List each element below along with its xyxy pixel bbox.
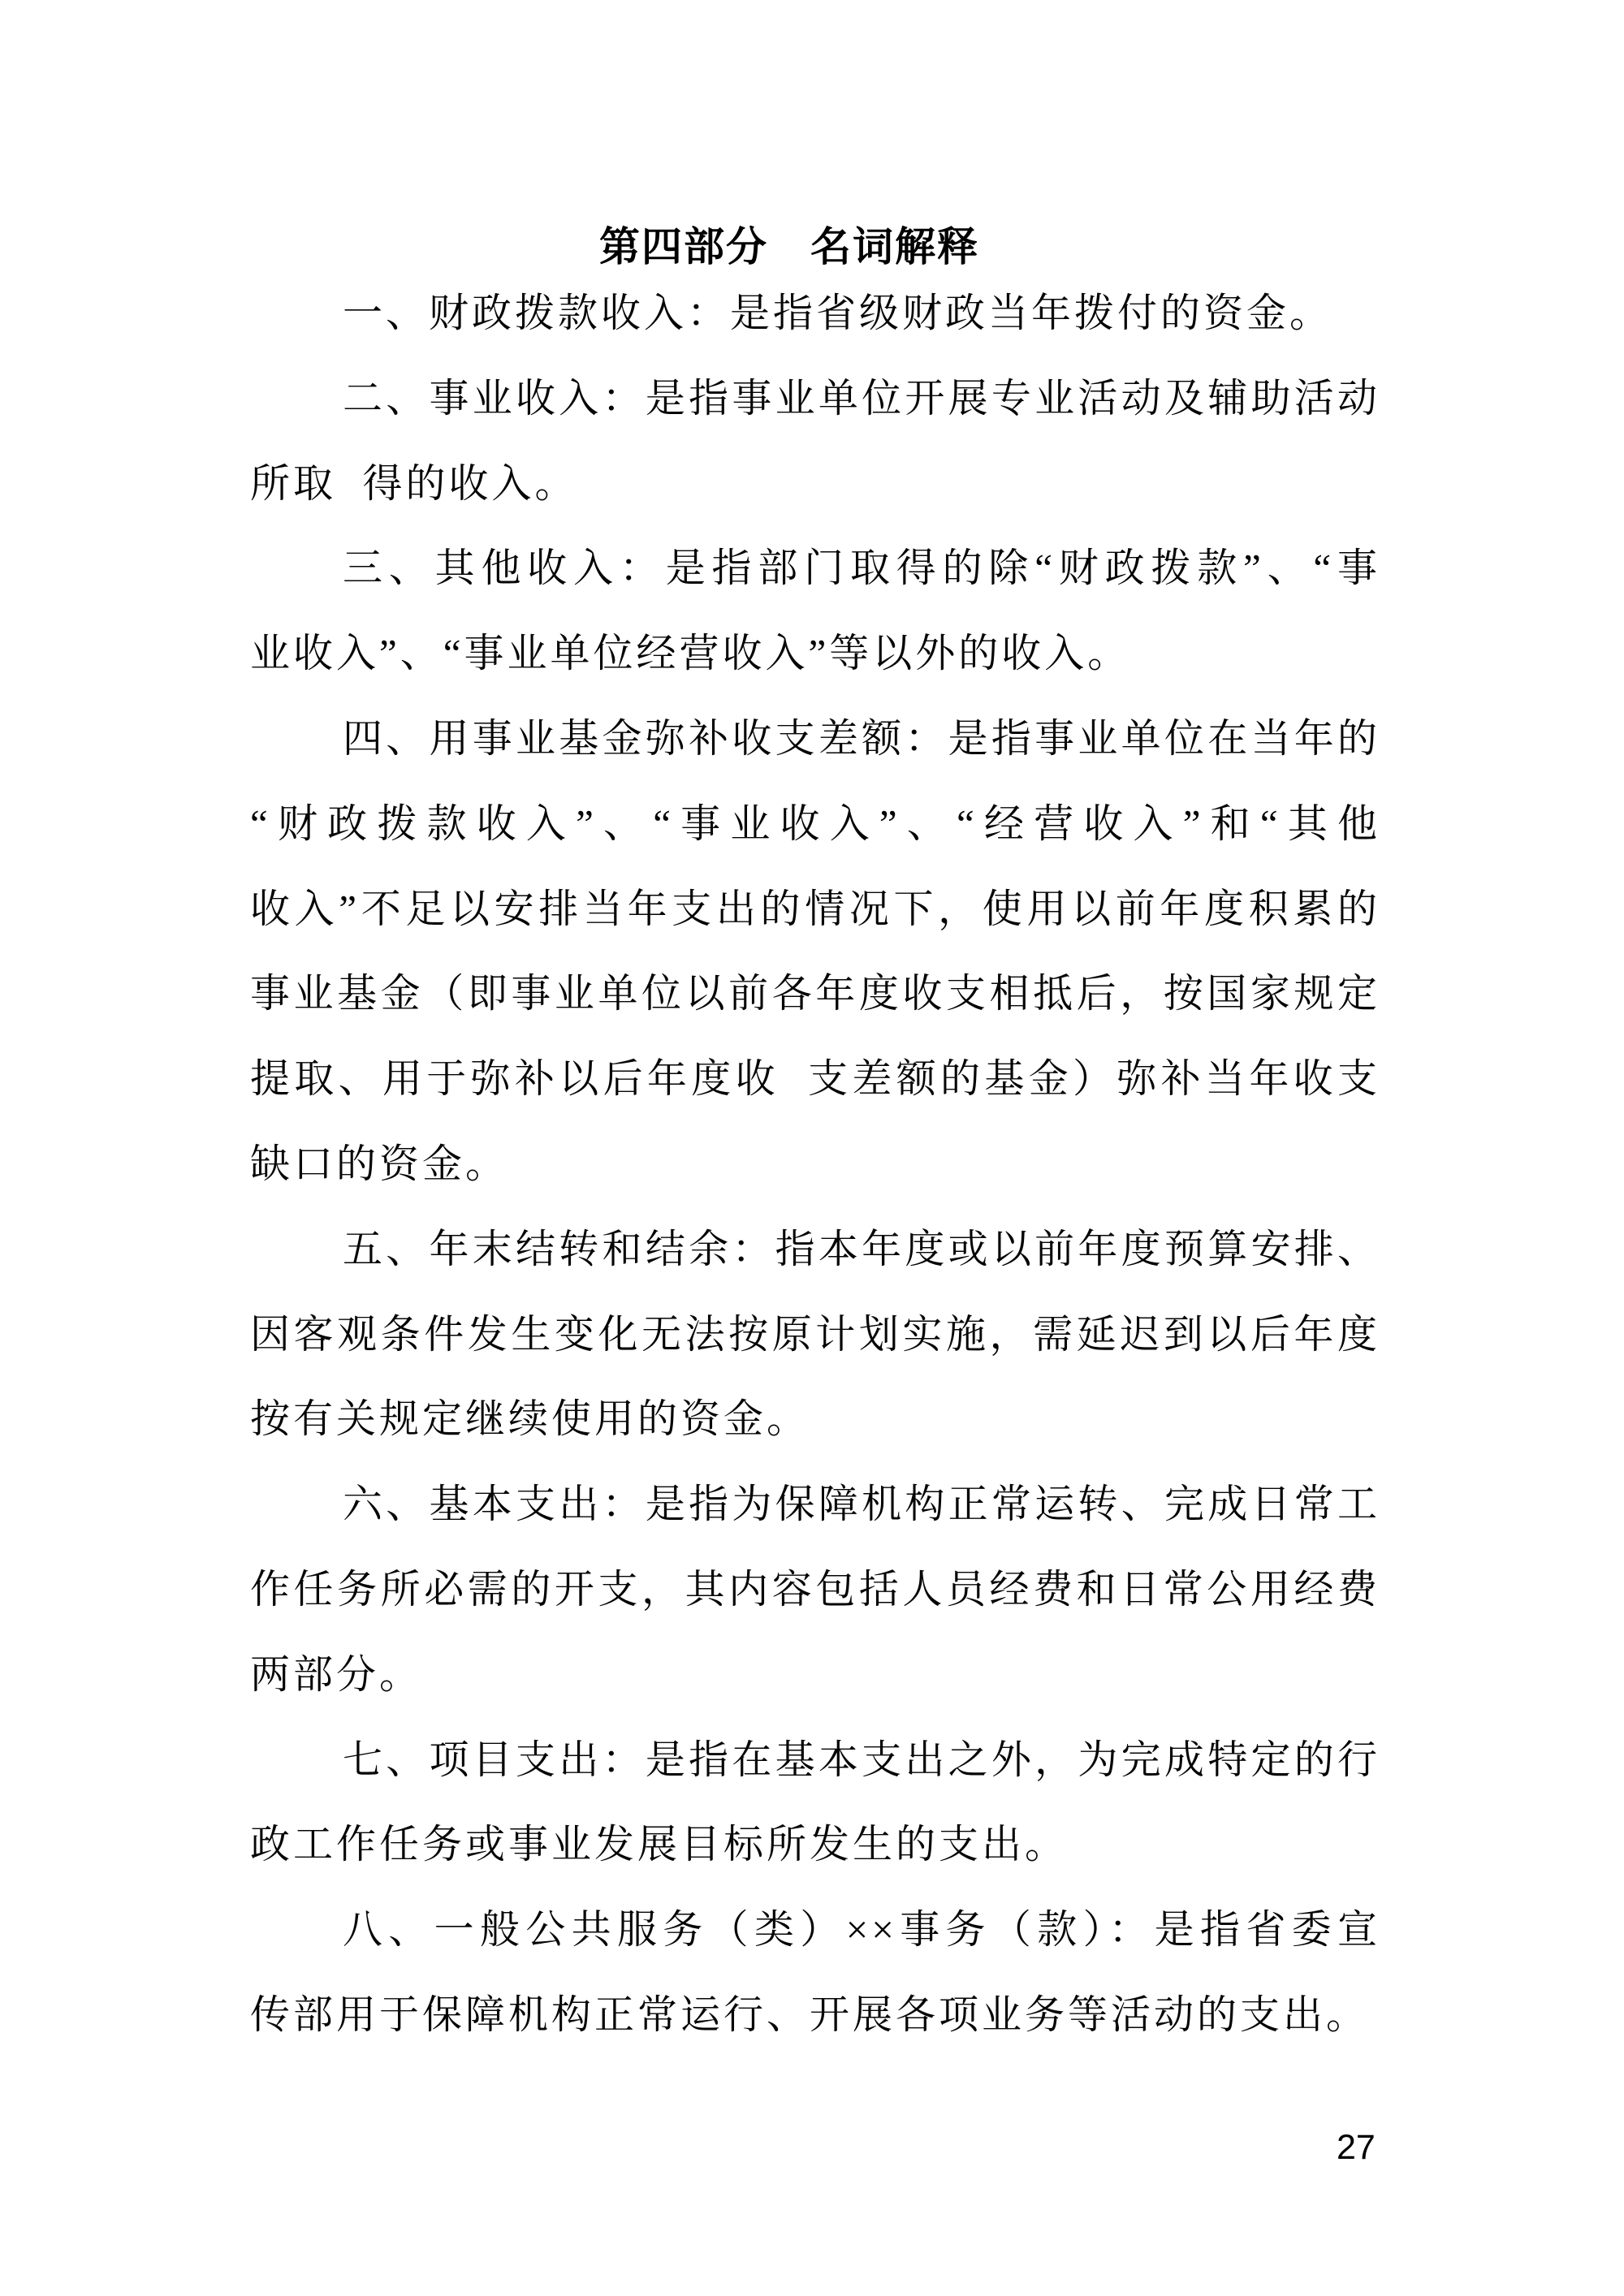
text-line: 三、其他收入：是指部门取得的除“财政拨款”、“事 (343, 546, 1380, 591)
text-line: 两部分。 (250, 1651, 423, 1697)
text-line: 一、财政拨款收入：是指省级财政当年拨付的资金。 (343, 291, 1333, 335)
page-title: 第四部分 名词解释 (599, 223, 979, 270)
text-line: 事业基金（即事业单位以前各年度收支相抵后，按国家规定 (250, 971, 1380, 1016)
text-line: 传部用于保障机构正常运行、开展各项业务等活动的支出。 (250, 1992, 1370, 2037)
text-line: 按有关规定继续使用的资金。 (250, 1396, 810, 1442)
page-number: 27 (1337, 2128, 1376, 2167)
text-line: 五、年末结转和结余：指本年度或以前年度预算安排、 (343, 1226, 1380, 1271)
text-line: 缺口的资金。 (250, 1141, 509, 1186)
text-line: 二、事业收入：是指事业单位开展专业活动及辅助活动 (343, 375, 1380, 421)
text-line: 收入”不足以安排当年支出的情况下，使用以前年度积累的 (250, 886, 1380, 931)
text-line: 四、用事业基金弥补收支差额：是指事业单位在当年的 (343, 715, 1380, 761)
text-line: 作任务所必需的开支，其内容包括人员经费和日常公用经费 (250, 1566, 1380, 1612)
text-line: 七、项目支出：是指在基本支出之外，为完成特定的行 (343, 1737, 1380, 1782)
text-line: 所取 得的收入。 (250, 460, 578, 506)
document-body (250, 271, 1380, 2058)
text-line: 业收入”、“事业单位经营收入”等以外的收入。 (250, 631, 1131, 676)
text-line: 提取、用于弥补以后年度收 支差额的基金）弥补当年收支 (250, 1056, 1380, 1102)
text-line: “财政拨款收入”、“事业收入”、“经营收入”和“其他 (250, 801, 1380, 846)
text-line: 六、基本支出：是指为保障机构正常运转、完成日常工 (343, 1482, 1380, 1527)
text-line: 政工作任务或事业发展目标所发生的支出。 (250, 1822, 1069, 1867)
text-line: 八、一般公共服务（类）××事务（款）：是指省委宣 (343, 1907, 1380, 1953)
text-line: 因客观条件发生变化无法按原计划实施，需延迟到以后年度 (250, 1311, 1380, 1357)
